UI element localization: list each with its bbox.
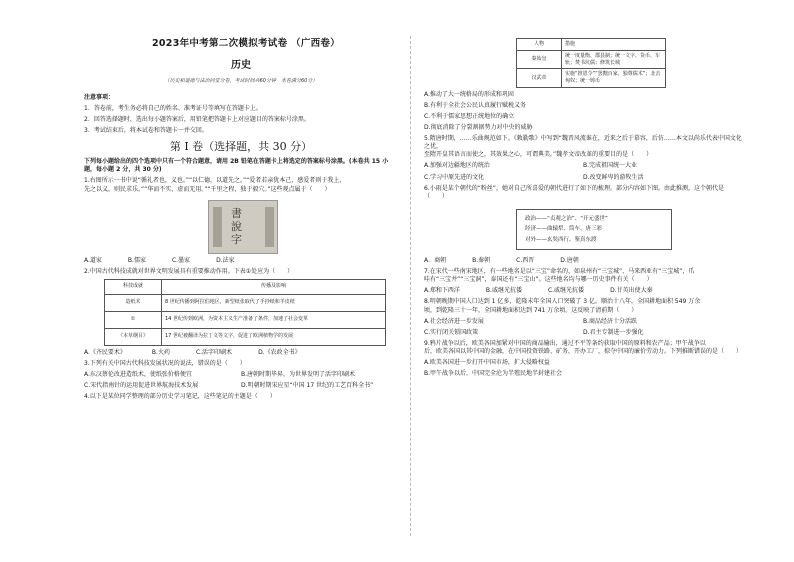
option[interactable]: D.唐朝 [560,257,579,265]
question-3-options [84,382,398,390]
exam-subject: 历史 [231,59,251,71]
table-cell: 17 世纪被翻译为拉丁文等文字，促进了欧洲植物学的发展 [162,328,386,345]
question-1-line: 1.右图所示一书中说“循礼者也，义也。”“以仁德，以道先之。”“爱者若亲犹本己，感爱者则于我上， [84,177,346,185]
option[interactable]: D.法家 [216,256,235,264]
option[interactable]: A.道家 [84,256,102,264]
table-row [105,294,386,311]
question-8-line: 顷，到乾隆三十一年，全国耕地面积达到 741 万余顷。这反映了清前期（ ） [424,306,638,314]
table-cell: 《本草纲目》 [105,328,162,345]
option[interactable]: C.活字印刷术 [195,348,233,356]
table-cell: ① [105,311,162,328]
option[interactable]: B.秦朝 [472,257,491,265]
option[interactable]: D.彻底消除了分裂割据势力对中央的威胁 [424,124,533,132]
question-7-line: 7.在宋代一些南宋地区，有一些地名是以“三宝”命名的，如泉州有“三宝城”、马来西亚有“三宝城”，爪 [424,268,695,276]
option[interactable]: B.火药 [151,348,170,356]
table-header: 科技成就 [105,279,162,294]
table-cell: 秦始皇 [517,50,562,69]
question-5-options [424,174,742,182]
table-row [105,328,386,345]
image-calligraphy: 書 說 字 [231,206,242,246]
question-1-line: 先之以义，则民求乐。”“华而不实，虚而无用。”“千里之程，独于毅穴。”这些观点属于（ ） [84,185,331,193]
image-strip [265,207,274,247]
option[interactable]: C.西晋 [516,257,535,265]
instructions-heading: 注意事项： [84,94,115,102]
instruction-item: 3．考试结束后，将本试卷和答题卡一并交回。 [84,127,208,135]
table-cell: 实施“推恩令”“罢黜百家，独尊儒术”；北击匈奴；统一铸币 [562,69,666,88]
section-intro: 下列每小题给出的四个选项中只有一个符合题意，请用 2B 铅笔在答题卡上将选定的答案标号涂黑。(本卷共 15 小题，每小题 2 分，共 30 分) [84,158,389,174]
right-column [424,38,742,378]
question-8-options [424,329,742,337]
summary-line: 经济——曲辕犁、筒车、唐三彩 [525,226,603,233]
option[interactable]: C.宋代指南针的运用促进世界航海技术发展 [84,382,199,390]
question-6-options [424,257,742,265]
question-9-line: 9.鸦片战争以后，欧美各国加紧对中国的商品输出，通过不平等条约获取中国的原料和农产品；甲午战争以 [424,339,706,347]
option[interactable]: D.《农政全书》 [258,348,301,356]
dynasty-summary-box [516,209,672,250]
table-row [105,311,386,328]
question-9-line: 后，欧美各国以其中国的金融，在中国投资铁路、矿务，开办工厂，掠夺中国的廉价劳动力。下列推断错误的是（ ） [424,347,743,355]
option[interactable]: A.《齐民要术》 [84,348,126,356]
option[interactable]: D.甘英出使大秦 [610,287,653,295]
figures-table [516,38,666,88]
option[interactable]: B.商品经济十分活跃 [583,317,638,325]
option[interactable]: A.社会经济进一步发展 [424,317,484,325]
option[interactable]: C.学习中原先进的文化 [424,173,485,181]
section-title: 第 I 卷（选择题，共 30 分） [169,140,313,154]
question-2-options [84,349,398,357]
table-cell: 造纸术 [105,294,162,311]
option[interactable]: A.推动了大一统格局的形成和巩固 [424,90,514,98]
option[interactable]: B.完成祖国统一大业 [583,162,638,170]
exam-note: （历史和道德与法治同堂分卷，考试时间共60分钟 本卷满分60分） [164,78,318,85]
table-cell: 14 世纪传到欧洲，为资本主义生产准备了条件，加速了社会变革 [162,311,386,328]
question-5-options [424,162,742,170]
column-divider [410,36,411,536]
table-cell: 措施 [562,39,666,51]
question-8-options [424,318,742,326]
exam-title: 2023年中考第二次模拟考试卷 （广西卷） [151,38,341,49]
table-row [517,39,666,51]
option[interactable]: B.有利于全社会公民认真履行赋税义务 [424,101,527,109]
question-6-line: 6.小雨是某个朝代的“粉丝”，她对自己所喜爱的朝代进行了如下的梳理。部分内容如下图。由此推测，这个朝代是 [424,184,724,192]
instruction-item: 2．回答选择题时，选出每小题答案后，用铅笔把答题卡上对应题目的答案标号涂黑。 [84,116,310,124]
table-cell: 人物 [517,39,562,51]
question-2-line: 2.中国古代科技成就对世界文明发展具有重要推动作用。下表①处应为（ ） [84,267,294,275]
table-row [517,69,666,88]
question-5-line: 至隋开皇其语言而使之，其效果之心，可谓典美。”魏孝文帝改革的重要目的是（ ） [424,151,653,159]
option[interactable]: B.戚继光抗倭 [485,287,522,295]
question-1-options [84,257,398,265]
table-cell: 汉武帝 [517,69,562,88]
question-8-line: 8.明朝晚期中国人口达到 1 亿多，乾隆末年全国人口突破了 3 亿。顺治十八年，全国耕地面积 549 万余 [424,298,701,306]
left-column [84,38,398,401]
option[interactable]: D.君主专制进一步强化 [583,328,644,336]
option[interactable]: B.儒家 [127,256,146,264]
option[interactable]: D.改变鲜卑的游牧生活 [583,173,644,181]
option[interactable]: B.甲午战争以后，中国完全沦为半殖民地半封建社会 [424,370,563,378]
question-3-options [84,371,398,379]
ancient-book-image [208,200,278,254]
option[interactable]: D.明朝时期宋应星“中国 17 世纪的工艺百科全书” [241,382,374,390]
option[interactable]: A.东汉蔡伦改进造纸术，使纸张价格便宜 [84,371,192,379]
table-row [517,50,666,69]
tech-table [104,279,386,346]
option[interactable]: A.欧美各国进一步打开中国市场，扩大侵略权益 [424,359,550,367]
question-7-line: 哇有“三宝井”“三宝洞”，泰国还有“三宝山”。这些地名均与哪一历史事件有关（ ） [424,276,653,284]
table-header: 传播及影响 [162,279,386,294]
summary-line: 政治——“贞观之治”、“开元盛世” [525,215,608,222]
option[interactable]: C.不利于儒家思想正统地位的确立 [424,112,515,120]
question-3-line: 3.下列有关中国古代科技发展状况的说法，错误的是（ ） [84,359,246,367]
question-7-options [424,287,742,295]
question-5-line: 5.隋唐时期，……乐曲规范如下。《敕勒歌》中写到“魏晋风流谁在，近来之后于慕容，后仿……本文以尚乐代表中国文化之优， [424,135,742,151]
option[interactable]: C.戚继光抗倭 [547,287,585,295]
question-6-line: （ ） [424,192,449,200]
summary-line: 对外——玄奘西行、鉴真东渡 [525,236,597,243]
option[interactable]: B.唐朝时期毕昇，为世界发明了活字印刷术 [241,371,356,379]
image-strip [213,207,222,247]
option[interactable]: C.墨家 [171,256,191,264]
table-cell: 8 世纪传播到阿拉伯地区，新型纸张取代了手抄纸和羊皮纸 [162,294,386,311]
option[interactable]: C.实行闭关锁国政策 [424,328,479,336]
option[interactable]: A.加强对边疆地区的统治 [424,162,490,170]
question-4-line: 4.以下是某位同学整理的部分历史学习笔记，这些笔记的主题是（ ） [84,393,276,401]
option[interactable]: A．商朝 [424,257,447,265]
option[interactable]: A.郑和下西洋 [424,287,460,295]
table-cell: 统一度量衡、郡县制；统一文字、货币、车轨；焚书坑儒；修筑长城 [562,50,666,69]
instruction-item: 1．答卷前，考生务必将自己的姓名、准考证号等填写在答题卡上。 [84,105,262,113]
